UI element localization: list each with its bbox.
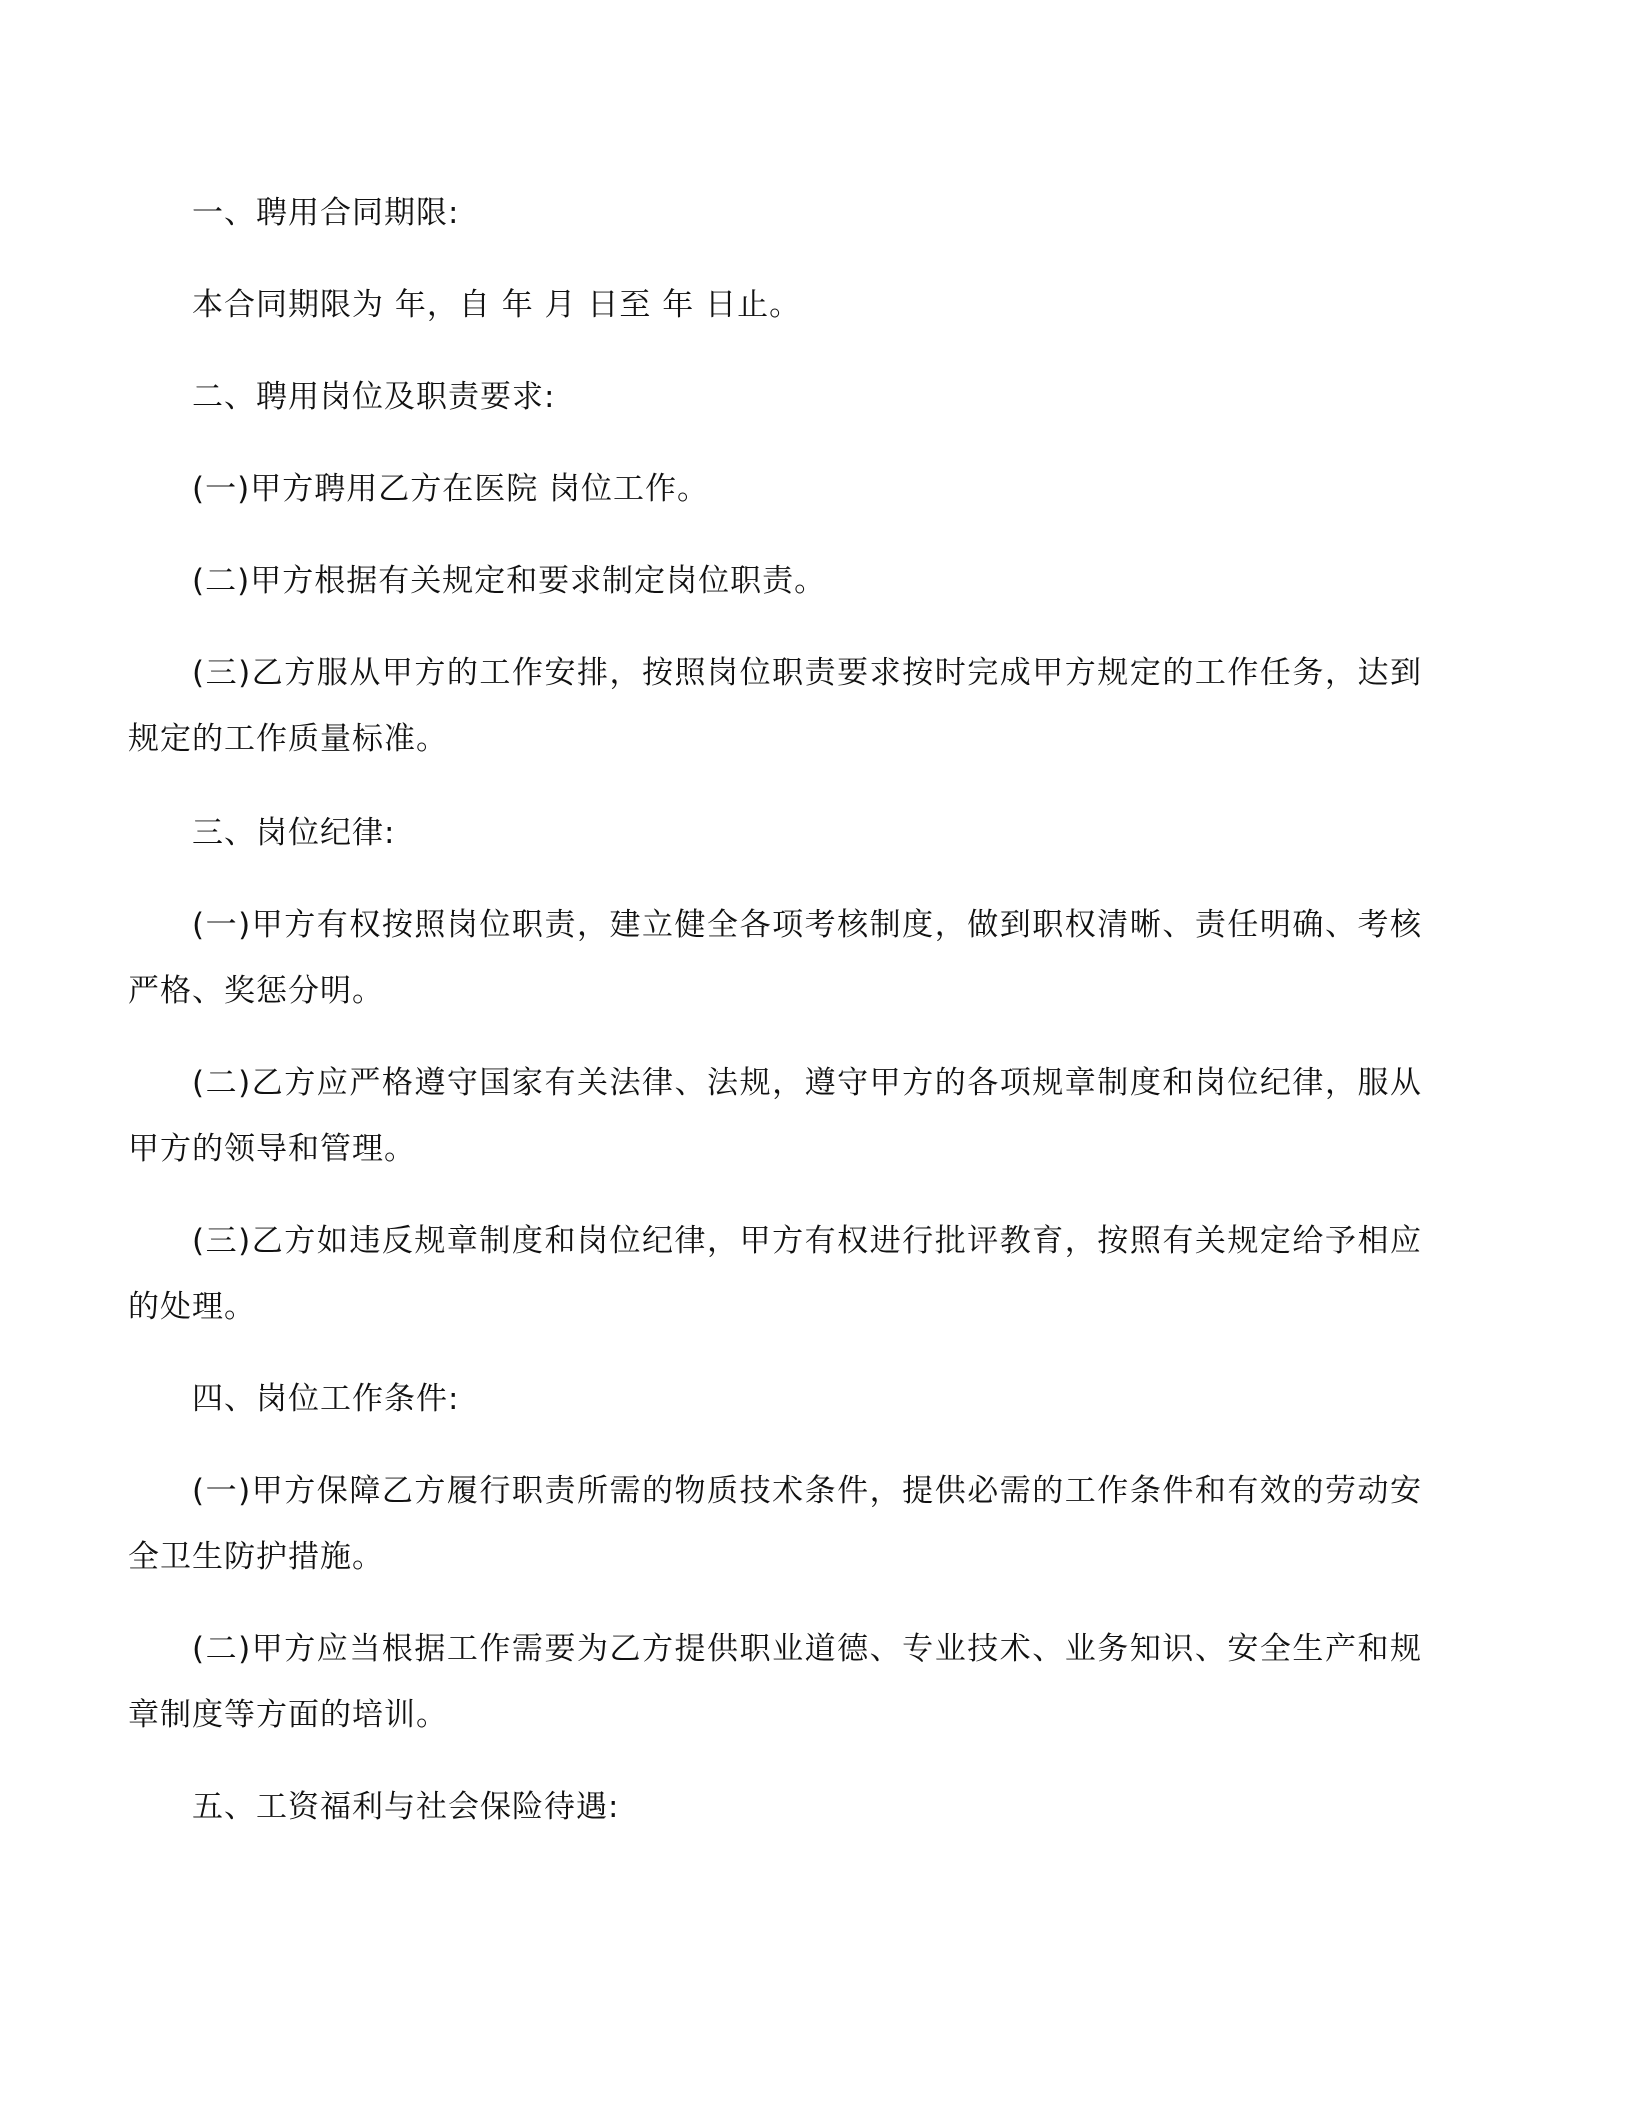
clause-2-2: (二)甲方根据有关规定和要求制定岗位职责。 [192, 563, 827, 599]
clause-3-3: (三)乙方如违反规章制度和岗位纪律，甲方有权进行批评教育，按照有关规定给予相应的处理。 [128, 1223, 1422, 1325]
clause-4-2: (二)甲方应当根据工作需要为乙方提供职业道德、专业技术、业务知识、安全生产和规章制度等方面的培训。 [128, 1631, 1422, 1733]
section-heading-contract-term: 一、聘用合同期限: [192, 195, 460, 231]
contract-term-text: 本合同期限为 年，自 年 月 日至 年 日止。 [192, 287, 802, 323]
clause-3-2: (二)乙方应严格遵守国家有关法律、法规，遵守甲方的各项规章制度和岗位纪律，服从甲方的领导和管理。 [128, 1065, 1422, 1167]
section-heading-position-duties: 二、聘用岗位及职责要求: [192, 379, 556, 415]
clause-3-1: (一)甲方有权按照岗位职责，建立健全各项考核制度，做到职权清晰、责任明确、考核严格、奖惩分明。 [128, 907, 1422, 1009]
clause-4-1: (一)甲方保障乙方履行职责所需的物质技术条件，提供必需的工作条件和有效的劳动安全卫生防护措施。 [128, 1473, 1422, 1575]
section-heading-discipline: 三、岗位纪律: [192, 815, 396, 851]
section-heading-work-conditions: 四、岗位工作条件: [192, 1381, 460, 1417]
clause-2-3: (三)乙方服从甲方的工作安排，按照岗位职责要求按时完成甲方规定的工作任务，达到规定的工作质量标准。 [128, 655, 1422, 757]
section-heading-salary-welfare: 五、工资福利与社会保险待遇: [192, 1789, 620, 1825]
clause-2-1: (一)甲方聘用乙方在医院 岗位工作。 [192, 471, 710, 507]
